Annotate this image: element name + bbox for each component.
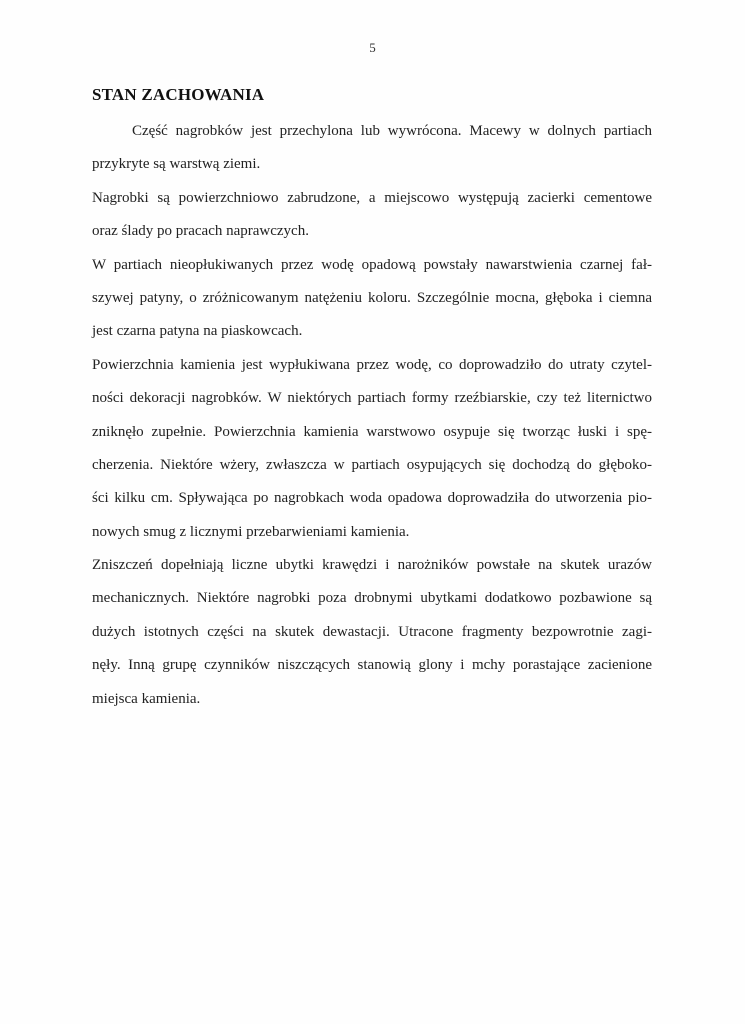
text-line: nowych smug z licznymi przebarwieniami kamienia. bbox=[92, 523, 410, 540]
body-text bbox=[92, 120, 652, 721]
text-line: Nagrobki są powierzchniowo zabrudzone, a miejscowo występują zacierki cementowe bbox=[92, 189, 652, 206]
text-line: szywej patyny, o zróżnicowanym natężeniu koloru. Szczególnie mocna, głęboka i ciemna bbox=[92, 289, 652, 306]
text-line: zniknęło zupełnie. Powierzchnia kamienia warstwowo osypuje się tworząc łuski i spę- bbox=[92, 423, 652, 440]
text-line: Część nagrobków jest przechylona lub wywrócona. Macewy w dolnych partiach bbox=[132, 123, 652, 139]
text-line: ności dekoracji nagrobków. W niektórych partiach formy rzeźbiarskie, czy też liternictwo bbox=[92, 390, 652, 407]
text-line: W partiach nieopłukiwanych przez wodę opadową powstały nawarstwienia czarnej fał- bbox=[92, 256, 652, 273]
text-line: jest czarna patyna na piaskowcach. bbox=[92, 323, 303, 340]
text-line: Powierzchnia kamienia jest wypłukiwana przez wodę, co doprowadziło do utraty czytel- bbox=[92, 356, 652, 373]
text-line: nęły. Inną grupę czynników niszczących stanowią glony i mchy porastające zacienione bbox=[92, 657, 652, 674]
text-line: cherzenia. Niektóre wżery, zwłaszcza w partiach osypujących się dochodzą do głęboko- bbox=[92, 456, 652, 473]
text-line: mechanicznych. Niektóre nagrobki poza drobnymi ubytkami dodatkowo pozbawione są bbox=[92, 590, 652, 607]
text-line: Zniszczeń dopełniają liczne ubytki krawędzi i narożników powstałe na skutek urazów bbox=[92, 557, 652, 574]
text-line: miejsca kamienia. bbox=[92, 690, 201, 707]
section-heading: STAN ZACHOWANIA bbox=[92, 85, 265, 104]
text-line: dużych istotnych części na skutek dewastacji. Utracone fragmenty bezpowrotnie zagi- bbox=[92, 623, 652, 640]
text-line: przykryte są warstwą ziemi. bbox=[92, 156, 261, 173]
page-number: 5 bbox=[369, 40, 376, 55]
text-line: oraz ślady po pracach naprawczych. bbox=[92, 223, 309, 240]
text-line: ści kilku cm. Spływająca po nagrobkach woda opadowa doprowadziła do utworzenia pio- bbox=[92, 490, 652, 507]
